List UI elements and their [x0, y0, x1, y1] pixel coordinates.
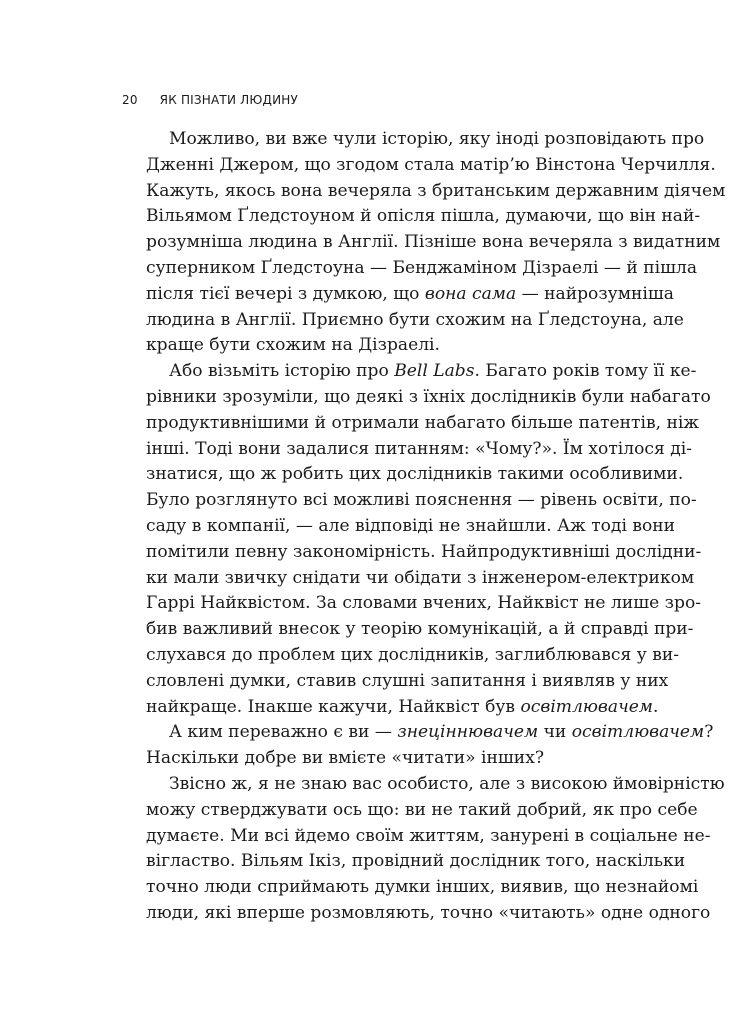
text-run: можу стверджувати ось що: ви не такий добрий, як про себе — [146, 799, 698, 820]
text-run: Кажуть, якось вона вечеряла з британським державним діячем — [146, 180, 726, 201]
italic-text: Bell Labs — [394, 361, 475, 382]
text-run: рівники зрозуміли, що деякі з їхніх дослідників були набагато — [146, 386, 711, 407]
italic-text: знеціннювачем — [397, 722, 539, 743]
text-line — [146, 462, 684, 488]
paragraph — [146, 772, 725, 927]
text-line — [146, 772, 725, 798]
text-line — [146, 695, 659, 721]
text-run: Можливо, ви вже чули історію, яку іноді розповідають про — [169, 129, 705, 149]
text-run: саду в компанії, — але відповіді не знайшли. Аж тоді вони — [146, 515, 676, 536]
text-run: краще бути схожим на Дізраелі. — [146, 335, 440, 356]
text-run: найкраще. Інакше кажучи, Найквіст був — [146, 696, 521, 717]
text-run: — найрозумніша — [516, 283, 674, 304]
text-line — [146, 282, 674, 308]
page-number: 20 — [122, 93, 138, 107]
text-line — [146, 643, 680, 669]
text-line — [146, 385, 711, 411]
text-run: Вільямом Ґледстоуном й опісля пішла, думаючи, що він най- — [146, 206, 701, 227]
text-line — [146, 153, 716, 179]
text-line — [146, 256, 698, 282]
text-run: слухався до проблем цих дослідників, заглиблювався у ви- — [146, 644, 680, 665]
text-run: . — [653, 696, 659, 717]
text-line — [146, 566, 695, 592]
italic-text: освітлювачем — [520, 696, 653, 717]
text-run: вігластво. Вільям Ікіз, провідний дослідник того, наскільки — [146, 851, 686, 872]
paragraph — [146, 359, 711, 720]
text-run: після тієї вечері з думкою, що — [146, 283, 425, 304]
text-run: помітили певну закономірність. Найпродуктивніші дослідни- — [146, 541, 702, 562]
text-line — [146, 875, 699, 901]
text-line — [146, 437, 692, 463]
text-run: Гаррі Найквістом. За словами вчених, Найквіст не лише зро- — [146, 593, 702, 614]
paragraph — [146, 127, 726, 359]
text-run: продуктивнішими й отримали набагато більше патентів, ніж — [146, 412, 700, 433]
text-run: інші. Тоді вони задалися питанням: «Чому?». Їм хотілося ді- — [146, 438, 692, 459]
text-run: Було розглянуто всі можливі пояснення — рівень освіти, по- — [146, 490, 697, 511]
text-line — [146, 669, 669, 695]
text-run: Або візьміть історію про — [169, 361, 395, 382]
text-line — [146, 798, 698, 824]
text-run: Наскільки добре ви вмієте «читати» інших? — [146, 748, 545, 769]
text-run: Дженні Джером, що згодом стала матір’ю Вінстона Черчилля. — [146, 154, 716, 175]
text-run: людина в Англії. Приємно бути схожим на Ґледстоуна, але — [146, 309, 684, 330]
text-run: . Багато років тому її ке- — [474, 361, 697, 382]
text-line — [146, 617, 694, 643]
text-run: суперником Ґледстоуна — Бенджаміном Дізраелі — й пішла — [146, 257, 698, 278]
text-run: точно люди сприймають думки інших, виявив, що незнайомі — [146, 877, 699, 898]
text-line — [146, 591, 702, 617]
text-run: ? — [704, 722, 714, 743]
text-line — [146, 411, 700, 437]
text-run: чи — [538, 722, 572, 743]
running-header — [122, 93, 298, 107]
running-title: ЯК ПІЗНАТИ ЛЮДИНУ — [159, 93, 299, 107]
text-line — [146, 901, 711, 927]
text-run: думаєте. Ми всі йдемо своїм життям, занурені в соціальне не- — [146, 825, 711, 846]
text-run: А ким переважно є ви — — [169, 722, 398, 743]
text-line — [146, 308, 684, 334]
text-run: Звісно ж, я не знаю вас особисто, але з високою ймовірністю — [169, 773, 725, 794]
text-line — [146, 230, 721, 256]
text-line — [146, 204, 701, 230]
text-line — [146, 849, 686, 875]
text-run: знатися, що ж робить цих дослідників такими особливими. — [146, 464, 684, 485]
text-line — [146, 333, 643, 359]
text-run: люди, які вперше розмовляють, точно «читають» одне одного — [146, 902, 711, 923]
italic-text: освітлювачем — [571, 722, 705, 743]
text-line — [146, 127, 705, 153]
text-line — [146, 746, 643, 772]
text-line — [146, 824, 711, 850]
text-line — [146, 488, 697, 514]
text-line — [146, 540, 702, 566]
text-run: розумніша людина в Англії. Пізніше вона вечеряла з видатним — [146, 232, 721, 253]
text-line — [146, 359, 697, 385]
italic-text: вона сама — [424, 283, 517, 304]
text-line — [146, 720, 714, 746]
text-run: ки мали звичку снідати чи обідати з інженером-електриком — [146, 567, 695, 588]
paragraph — [146, 720, 714, 772]
body-text — [146, 127, 726, 927]
text-run: бив важливий внесок у теорію комунікацій, а й справді при- — [146, 619, 694, 640]
text-run: словлені думки, ставив слушні запитання і виявляв у них — [146, 670, 669, 691]
text-line — [146, 179, 726, 205]
text-line — [146, 514, 676, 540]
